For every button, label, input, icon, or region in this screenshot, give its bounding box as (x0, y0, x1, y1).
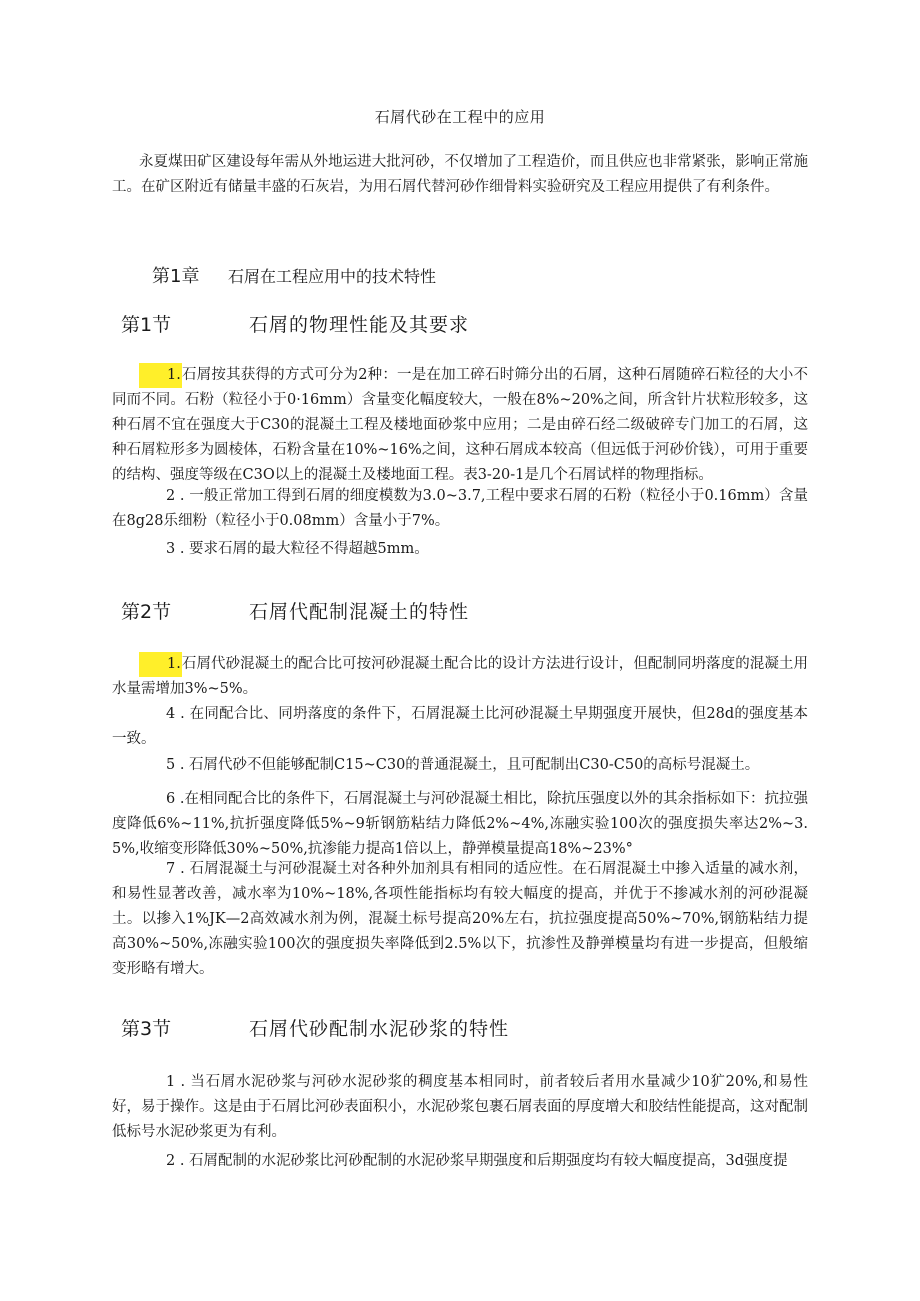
item-text: . 石屑混凝土与河砂混凝土对各种外加剂具有相同的适应性。在石屑混凝土中掺入适量的减水剂，和易性显著改善，减水率为10%~18%,各项性能指标均有较大幅度的提高，并优于不掺减水剂的河砂混凝土。以掺入1%JK—2高效减水剂为例，混凝土标号提高20%左右，抗拉强度提高50%~70%,钢筋粘结力提高30%~50%,冻融实验100次的强度损失率降低到2.5%以下，抗渗性及静弹模量均有进一步提高，但般缩变形略有增大。 (112, 861, 808, 977)
list-item (112, 537, 808, 562)
highlighted-item-number: 1. (139, 363, 182, 388)
item-number: 3 (166, 541, 176, 557)
list-item (112, 857, 808, 982)
item-text: . 在同配合比、同坍落度的条件下，石屑混凝土比河砂混凝土早期强度开展快，但28d的强度基本一致。 (112, 706, 808, 747)
highlighted-item-number: 1. (139, 652, 182, 677)
item-number: 2 (166, 488, 176, 504)
list-item (112, 1149, 808, 1174)
item-text: . 石屑配制的水泥砂浆比河砂配制的水泥砂浆早期强度和后期强度均有较大幅度提高，3d强度提 (175, 1153, 788, 1169)
list-item (112, 787, 808, 862)
chapter-heading (152, 262, 436, 288)
section-title: 石屑代砂配制水泥砂浆的特性 (249, 1018, 510, 1040)
section-number: 第1节 (121, 314, 172, 336)
item-number: 4 (166, 706, 176, 722)
item-text: . 一般正常加工得到石屑的细度模数为3.0~3.7,工程中要求石屑的石粉（粒径小于0.16mm）含量在8g28乐细粉（粒径小于0.08mm）含量小于7%。 (112, 488, 808, 529)
document-title: 石屑代砂在工程中的应用 (374, 108, 546, 126)
list-item (112, 652, 808, 702)
item-number: 5 (166, 757, 176, 773)
chapter-number: 第1章 (152, 266, 200, 287)
item-text: . 石屑代砂不但能够配制C15~C30的普通混凝土，且可配制出C30-C50的高标号混凝土。 (175, 757, 760, 773)
list-item (112, 753, 808, 778)
list-item (112, 363, 808, 488)
section-title: 石屑代配制混凝土的特性 (249, 601, 470, 623)
section-title: 石屑的物理性能及其要求 (249, 314, 470, 336)
item-number: 7 (166, 861, 176, 877)
item-number: 2 (166, 1153, 176, 1169)
section-heading-3 (121, 1014, 509, 1041)
item-text: 石屑代砂混凝土的配合比可按河砂混凝土配合比的设计方法进行设计，但配制同坍落度的混凝土用水量需增加3%~5%。 (112, 656, 808, 697)
list-item (112, 484, 808, 534)
section-number: 第3节 (121, 1018, 172, 1040)
section-heading-2 (121, 597, 469, 624)
item-number: 6 (166, 791, 176, 807)
item-text: .在相同配合比的条件下，石屑混凝土与河砂混凝土相比，除抗压强度以外的其余指标如下：抗拉强度降低6%~11%,抗折强度降低5%~9斩钢筋粘结力降低2%~4%,冻融实验100次的强度损失率达2%~3.5%,收缩变形降低30%~50%,抗渗能力提高1倍以上，静弹模量提高18%~23%° (112, 791, 808, 857)
item-text: . 当石屑水泥砂浆与河砂水泥砂浆的稠度基本相同时，前者较后者用水量减少10犷20%,和易性好，易于操作。这是由于石屑比河砂表面积小，水泥砂浆包裹石屑表面的厚度增大和胶结性能提高，这对配制低标号水泥砂浆更为有利。 (112, 1074, 808, 1140)
list-item (112, 702, 808, 752)
item-number: 1 (166, 1074, 176, 1090)
section-number: 第2节 (121, 601, 172, 623)
chapter-title: 石屑在工程应用中的技术特性 (228, 267, 437, 286)
item-text: 石屑按其获得的方式可分为2种：一是在加工碎石时筛分出的石屑，这种石屑随碎石粒径的大小不同而不同。石粉（粒径小于0·16mm）含量变化幅度较大，一般在8%~20%之间，所含针片状粒形较多，这种石屑不宜在强度大于C30的混凝土工程及楼地面砂浆中应用；二是由碎石经二级破碎专门加工的石屑，这种石屑粒形多为圆棱体，石粉含量在10%~16%之间，这种石屑成本较高（但远低于河砂价钱），可用于重要的结构、强度等级在C3O以上的混凝土及楼地面工程。表3-20-1是几个石屑试样的物理指标。 (112, 367, 808, 483)
section-heading-1 (121, 310, 469, 337)
item-text: . 要求石屑的最大粒径不得超越5mm。 (175, 541, 429, 557)
intro-paragraph: 永夏煤田矿区建设每年需从外地运进大批河砂，不仅增加了工程造价，而且供应也非常紧张，影响正常施工。在矿区附近有储量丰盛的石灰岩，为用石屑代替河砂作细骨料实验研究及工程应用提供了有利条件。 (112, 154, 808, 195)
list-item (112, 1070, 808, 1145)
